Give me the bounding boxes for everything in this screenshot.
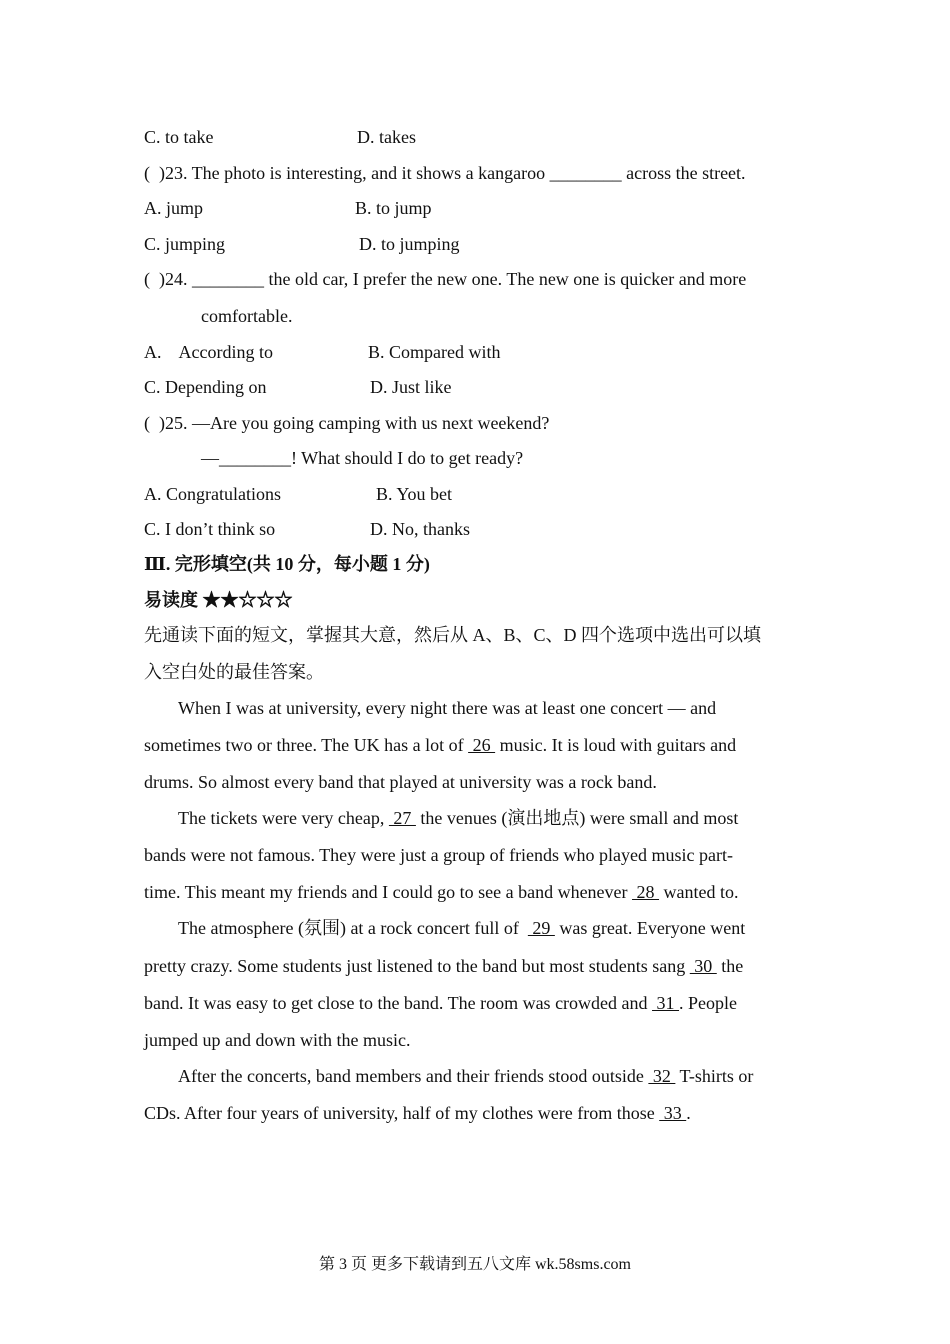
q24-stem-line2: comfortable. bbox=[201, 306, 293, 326]
q23-option-c: C. jumping bbox=[144, 234, 226, 254]
passage-p1-line2: sometimes two or three. The UK has a lot of 26 music. It is loud with guitars and bbox=[144, 735, 737, 755]
passage-p4-line2: CDs. After four years of university, half of my clothes were from those 33 . bbox=[144, 1103, 691, 1123]
blank-29: 29 bbox=[527, 918, 555, 938]
instruction-line2: 入空白处的最佳答案。 bbox=[144, 662, 324, 682]
q25-stem-line1: ( )25. —Are you going camping with us next weekend? bbox=[144, 413, 550, 433]
difficulty-rating: 易读度 ★★☆☆☆ bbox=[144, 590, 293, 610]
blank-33: 33 bbox=[659, 1103, 687, 1123]
passage-p1-line1: When I was at university, every night there was at least one concert — and bbox=[178, 698, 717, 718]
q23-option-b: B. to jump bbox=[355, 198, 432, 218]
blank-28: 28 bbox=[632, 882, 660, 902]
q24-option-a: A. According to bbox=[144, 342, 273, 362]
q25-stem-line2: —________! What should I do to get ready? bbox=[201, 448, 524, 468]
passage-p3-line2: pretty crazy. Some students just listened to the band but most students sang 30 the bbox=[144, 956, 744, 976]
passage-p3-line3: band. It was easy to get close to the band. The room was crowded and 31 . People bbox=[144, 993, 738, 1013]
passage-p2-line2: bands were not famous. They were just a group of friends who played music part- bbox=[144, 845, 734, 865]
q24-stem-line1: ( )24. ________ the old car, I prefer the new one. The new one is quicker and more bbox=[144, 269, 747, 289]
passage-p2-line1: The tickets were very cheap, 27 the venues (演出地点) were small and most bbox=[178, 808, 739, 828]
blank-30: 30 bbox=[689, 956, 717, 976]
q25-option-d: D. No, thanks bbox=[370, 519, 470, 539]
q25-option-a: A. Congratulations bbox=[144, 484, 281, 504]
passage-p1-line3: drums. So almost every band that played at university was a rock band. bbox=[144, 772, 657, 792]
blank-26: 26 bbox=[468, 735, 496, 755]
q23-stem: ( )23. The photo is interesting, and it shows a kangaroo ________ across the street. bbox=[144, 163, 746, 183]
page-footer: 第 3 页 更多下载请到五八文库 wk.58sms.com bbox=[318, 1256, 631, 1273]
blank-31: 31 bbox=[652, 993, 680, 1013]
passage-p3-line1: The atmosphere (氛围) at a rock concert full of 29 was great. Everyone went bbox=[178, 918, 746, 938]
q22-option-d: D. takes bbox=[357, 127, 416, 147]
blank-27: 27 bbox=[388, 808, 416, 828]
instruction-line1: 先通读下面的短文，掌握其大意，然后从 A、B、C、D 四个选项中选出可以填 bbox=[144, 625, 762, 645]
q23-option-a: A. jump bbox=[144, 198, 204, 218]
blank-32: 32 bbox=[648, 1066, 676, 1086]
q22-option-c: C. to take bbox=[144, 127, 214, 147]
passage-p4-line1: After the concerts, band members and their friends stood outside 32 T-shirts or bbox=[178, 1066, 754, 1086]
passage-p2-line3: time. This meant my friends and I could go to see a band whenever 28 wanted to. bbox=[144, 882, 739, 902]
q24-option-c: C. Depending on bbox=[144, 377, 267, 397]
q24-option-d: D. Just like bbox=[370, 377, 452, 397]
passage-p3-line4: jumped up and down with the music. bbox=[144, 1030, 411, 1050]
q25-option-c: C. I don’t think so bbox=[144, 519, 276, 539]
q23-option-d: D. to jumping bbox=[359, 234, 460, 254]
section-heading: Ⅲ. 完形填空(共 10 分，每小题 1 分) bbox=[144, 554, 430, 574]
q25-option-b: B. You bet bbox=[376, 484, 453, 504]
q24-option-b: B. Compared with bbox=[368, 342, 501, 362]
